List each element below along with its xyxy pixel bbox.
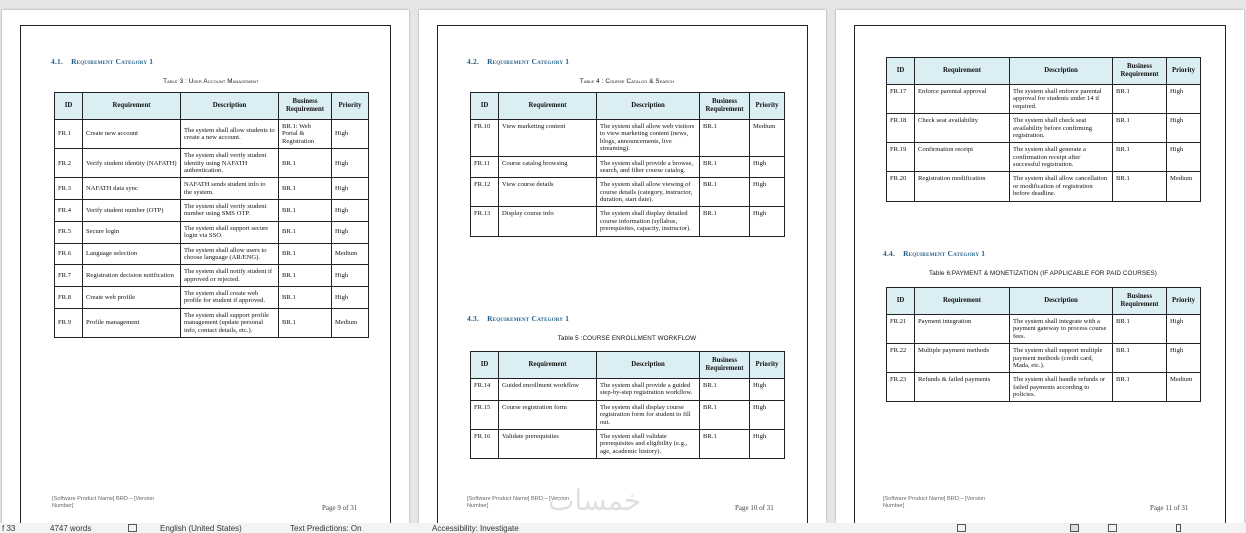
description-cell: The system shall allow viewing of course details (category, instructor, duration, start date). (597, 178, 700, 207)
column-header-id: ID (887, 288, 915, 315)
column-header-id: ID (471, 93, 499, 120)
table-row (887, 143, 1201, 172)
id-cell: FR.23 (887, 373, 915, 402)
table-row (55, 308, 369, 337)
priority-cell: High (332, 200, 369, 222)
id-cell: FR.7 (55, 265, 83, 287)
id-cell: FR.15 (471, 400, 499, 429)
business-requirement-cell: BR.1 (279, 265, 332, 287)
requirement-cell: Confirmation receipt (915, 143, 1010, 172)
business-requirement-cell: BR.1 (279, 287, 332, 309)
column-header-description: Description (181, 93, 279, 120)
description-cell: The system shall allow web visitors to view marketing content (news, blogs, announcements, live streaming). (597, 120, 700, 157)
footer-product-name: [Software Product Name] BRD – [Version Number] (467, 496, 570, 510)
table-row (887, 172, 1201, 201)
id-cell: FR.8 (55, 287, 83, 309)
id-cell: FR.21 (887, 315, 915, 344)
table-row (887, 85, 1201, 114)
requirements-table (886, 57, 1201, 202)
business-requirement-cell: BR.1 (1113, 373, 1167, 402)
column-header-requirement: Requirement (499, 93, 597, 120)
priority-cell: High (1167, 114, 1201, 143)
word-count-status[interactable]: 4747 words (50, 524, 92, 533)
print-layout-icon[interactable] (1108, 524, 1117, 532)
column-header-id: ID (55, 93, 83, 120)
table-row (55, 221, 369, 243)
requirement-cell: Profile management (83, 308, 181, 337)
focus-icon[interactable] (957, 524, 966, 532)
priority-cell: High (750, 400, 785, 429)
id-cell: FR.19 (887, 143, 915, 172)
requirement-cell: NAFATH data sync (83, 178, 181, 200)
description-cell: The system shall integrate with a payment gateway to process course fees. (1010, 315, 1113, 344)
footer-page-number: Page 10 of 31 (735, 504, 774, 512)
description-cell: The system shall display course registration form for student to fill out. (597, 400, 700, 429)
description-cell: The system shall support profile management (update personal info, contact details, etc.). (181, 308, 279, 337)
priority-cell: High (332, 149, 369, 178)
description-cell: The system shall support secure login via SSO. (181, 221, 279, 243)
column-header-business-requirement: Business Requirement (700, 352, 750, 379)
column-header-id: ID (887, 58, 915, 85)
id-cell: FR.20 (887, 172, 915, 201)
footer-page-number: Page 9 of 31 (322, 504, 358, 512)
column-header-priority: Priority (332, 93, 369, 120)
priority-cell: High (332, 287, 369, 309)
requirements-table (470, 92, 785, 237)
requirement-cell: Secure login (83, 221, 181, 243)
table-row (471, 207, 785, 236)
column-header-description: Description (1010, 288, 1113, 315)
document-page-10 (419, 10, 826, 523)
id-cell: FR.9 (55, 308, 83, 337)
description-cell: The system shall generate a confirmation receipt after successful registration. (1010, 143, 1113, 172)
requirements-table (886, 287, 1201, 402)
id-cell: FR.6 (55, 243, 83, 265)
section-heading: 4.1. Requirement Category 1 (51, 57, 154, 66)
column-header-description: Description (597, 352, 700, 379)
column-header-description: Description (1010, 58, 1113, 85)
description-cell: The system shall create web profile for student if approved. (181, 287, 279, 309)
column-header-business-requirement: Business Requirement (1113, 288, 1167, 315)
column-header-requirement: Requirement (915, 288, 1010, 315)
watermark-logo: خمسات (548, 484, 642, 517)
status-bar (0, 523, 1246, 533)
table-row (471, 156, 785, 178)
description-cell: The system shall enforce parental approval for students under 14 if required. (1010, 85, 1113, 114)
description-cell: The system shall support multiple payment methods (credit card, Mada, etc.). (1010, 344, 1113, 373)
id-cell: FR.3 (55, 178, 83, 200)
priority-cell: High (750, 178, 785, 207)
table-row (471, 178, 785, 207)
section-heading: 4.2. Requirement Category 1 (467, 57, 570, 66)
business-requirement-cell: BR.1 (1113, 315, 1167, 344)
description-cell: The system shall verify student identity using NAFATH authentication. (181, 149, 279, 178)
table-row (55, 120, 369, 149)
requirement-cell: Registration modification (915, 172, 1010, 201)
priority-cell: Medium (1167, 373, 1201, 402)
column-header-priority: Priority (1167, 288, 1201, 315)
business-requirement-cell: BR.1 (1113, 143, 1167, 172)
id-cell: FR.18 (887, 114, 915, 143)
document-page-11 (836, 10, 1244, 523)
priority-cell: High (1167, 143, 1201, 172)
priority-cell: High (750, 429, 785, 458)
id-cell: FR.4 (55, 200, 83, 222)
table-row (55, 178, 369, 200)
table-row (471, 120, 785, 157)
description-cell: The system shall handle refunds or failed payments according to policies. (1010, 373, 1113, 402)
business-requirement-cell: BR.1 (700, 400, 750, 429)
id-cell: FR.12 (471, 178, 499, 207)
column-header-requirement: Requirement (499, 352, 597, 379)
description-cell: The system shall check seat availability before confirming registration. (1010, 114, 1113, 143)
table-row (55, 287, 369, 309)
requirement-cell: Course catalog browsing (499, 156, 597, 178)
document-page-9 (2, 10, 409, 523)
priority-cell: High (332, 178, 369, 200)
business-requirement-cell: BR.1 (279, 149, 332, 178)
column-header-id: ID (471, 352, 499, 379)
column-header-business-requirement: Business Requirement (700, 93, 750, 120)
column-header-business-requirement: Business Requirement (1113, 58, 1167, 85)
id-cell: FR.14 (471, 379, 499, 401)
description-cell: The system shall provide a browse, search, and filter course catalog. (597, 156, 700, 178)
footer-product-name: [Software Product Name] BRD – [Version Number] (883, 496, 986, 510)
priority-cell: High (332, 221, 369, 243)
table-row (471, 429, 785, 458)
table-row (471, 400, 785, 429)
column-header-description: Description (597, 93, 700, 120)
business-requirement-cell: BR.1 (1113, 114, 1167, 143)
requirement-cell: Course registration form (499, 400, 597, 429)
requirement-cell: Create new account (83, 120, 181, 149)
business-requirement-cell: BR.1 (700, 379, 750, 401)
table-caption: Table 3 : User Account Management (163, 78, 259, 85)
description-cell: The system shall allow cancellation or modification of registration before deadline. (1010, 172, 1113, 201)
table-row (55, 265, 369, 287)
business-requirement-cell: BR.1 (1113, 344, 1167, 373)
priority-cell: Medium (1167, 172, 1201, 201)
table-caption: Table 4 : Course Catalog & Search (579, 78, 675, 85)
description-cell: The system shall provide a guided step-by-step registration workflow. (597, 379, 700, 401)
section-heading: 4.4. Requirement Category 1 (883, 249, 986, 258)
id-cell: FR.5 (55, 221, 83, 243)
description-cell: The system shall allow students to create a new account. (181, 120, 279, 149)
priority-cell: High (332, 120, 369, 149)
column-header-requirement: Requirement (915, 58, 1010, 85)
id-cell: FR.2 (55, 149, 83, 178)
accessibility-status[interactable]: Accessibility: Investigate (432, 524, 519, 533)
web-layout-icon[interactable] (1176, 524, 1181, 532)
business-requirement-cell: BR.1 (279, 221, 332, 243)
requirement-cell: Refunds & failed payments (915, 373, 1010, 402)
column-header-priority: Priority (1167, 58, 1201, 85)
table-row (55, 149, 369, 178)
description-cell: The system shall notify student if approved or rejected. (181, 265, 279, 287)
description-cell: The system shall verify student number using SMS OTP. (181, 200, 279, 222)
requirement-cell: Validate prerequisites (499, 429, 597, 458)
requirement-cell: Guided enrollment workflow (499, 379, 597, 401)
table-row (887, 114, 1201, 143)
table-row (55, 200, 369, 222)
id-cell: FR.22 (887, 344, 915, 373)
business-requirement-cell: BR.1 (700, 429, 750, 458)
requirements-table (470, 351, 785, 459)
table-row (471, 379, 785, 401)
column-header-business-requirement: Business Requirement (279, 93, 332, 120)
id-cell: FR.16 (471, 429, 499, 458)
column-header-priority: Priority (750, 93, 785, 120)
text-predictions-status[interactable]: Text Predictions: On (290, 524, 362, 533)
requirement-cell: Check seat availability (915, 114, 1010, 143)
requirement-cell: Display course info (499, 207, 597, 236)
id-cell: FR.1 (55, 120, 83, 149)
priority-cell: Medium (750, 120, 785, 157)
requirement-cell: Language selection (83, 243, 181, 265)
business-requirement-cell: BR.1 (1113, 172, 1167, 201)
table-row (55, 243, 369, 265)
business-requirement-cell: BR.1 (700, 207, 750, 236)
requirement-cell: View course details (499, 178, 597, 207)
priority-cell: High (332, 265, 369, 287)
table-row (887, 315, 1201, 344)
description-cell: NAFATH sends student info to the system. (181, 178, 279, 200)
priority-cell: High (1167, 85, 1201, 114)
requirement-cell: Enforce parental approval (915, 85, 1010, 114)
id-cell: FR.11 (471, 156, 499, 178)
business-requirement-cell: BR.1 (279, 178, 332, 200)
requirement-cell: Verify student number (OTP) (83, 200, 181, 222)
id-cell: FR.17 (887, 85, 915, 114)
page-count-status[interactable]: f 33 (2, 524, 16, 533)
business-requirement-cell: BR.1 (279, 200, 332, 222)
requirement-cell: View marketing content (499, 120, 597, 157)
column-header-requirement: Requirement (83, 93, 181, 120)
description-cell: The system shall allow users to choose language (AR/ENG). (181, 243, 279, 265)
table-caption: Table 5 :COURSE ENROLLMENT WORKFLOW (557, 335, 697, 342)
business-requirement-cell: BR.1 (1113, 85, 1167, 114)
id-cell: FR.13 (471, 207, 499, 236)
business-requirement-cell: BR.1: Web Portal & Registration (279, 120, 332, 149)
business-requirement-cell: BR.1 (279, 243, 332, 265)
business-requirement-cell: BR.1 (700, 178, 750, 207)
business-requirement-cell: BR.1 (279, 308, 332, 337)
description-cell: The system shall validate prerequisites and eligibility (e.g., age, academic history). (597, 429, 700, 458)
column-header-priority: Priority (750, 352, 785, 379)
priority-cell: High (750, 379, 785, 401)
read-mode-icon[interactable] (1070, 524, 1079, 532)
priority-cell: Medium (332, 243, 369, 265)
priority-cell: High (1167, 315, 1201, 344)
description-cell: The system shall display detailed course information (syllabus, prerequisites, capacity, instructor). (597, 207, 700, 236)
footer-product-name: [Software Product Name] BRD – [Version Number] (52, 496, 155, 510)
table-row (887, 373, 1201, 402)
requirement-cell: Multiple payment methods (915, 344, 1010, 373)
business-requirement-cell: BR.1 (700, 156, 750, 178)
priority-cell: High (750, 156, 785, 178)
requirement-cell: Create web profile (83, 287, 181, 309)
priority-cell: High (1167, 344, 1201, 373)
priority-cell: High (750, 207, 785, 236)
requirements-table (54, 92, 369, 338)
table-caption: Table 6:PAYMENT & MONETIZATION (IF APPLICABLE FOR PAID COURSES) (929, 270, 1157, 277)
language-status[interactable]: English (United States) (160, 524, 242, 533)
proofing-icon[interactable] (128, 524, 137, 532)
requirement-cell: Registration decision notification (83, 265, 181, 287)
business-requirement-cell: BR.1 (700, 120, 750, 157)
requirement-cell: Verify student identity (NAFATH) (83, 149, 181, 178)
table-row (887, 344, 1201, 373)
id-cell: FR.10 (471, 120, 499, 157)
requirement-cell: Payment integration (915, 315, 1010, 344)
section-heading: 4.3. Requirement Category 1 (467, 314, 570, 323)
footer-page-number: Page 11 of 31 (1150, 504, 1189, 512)
priority-cell: Medium (332, 308, 369, 337)
